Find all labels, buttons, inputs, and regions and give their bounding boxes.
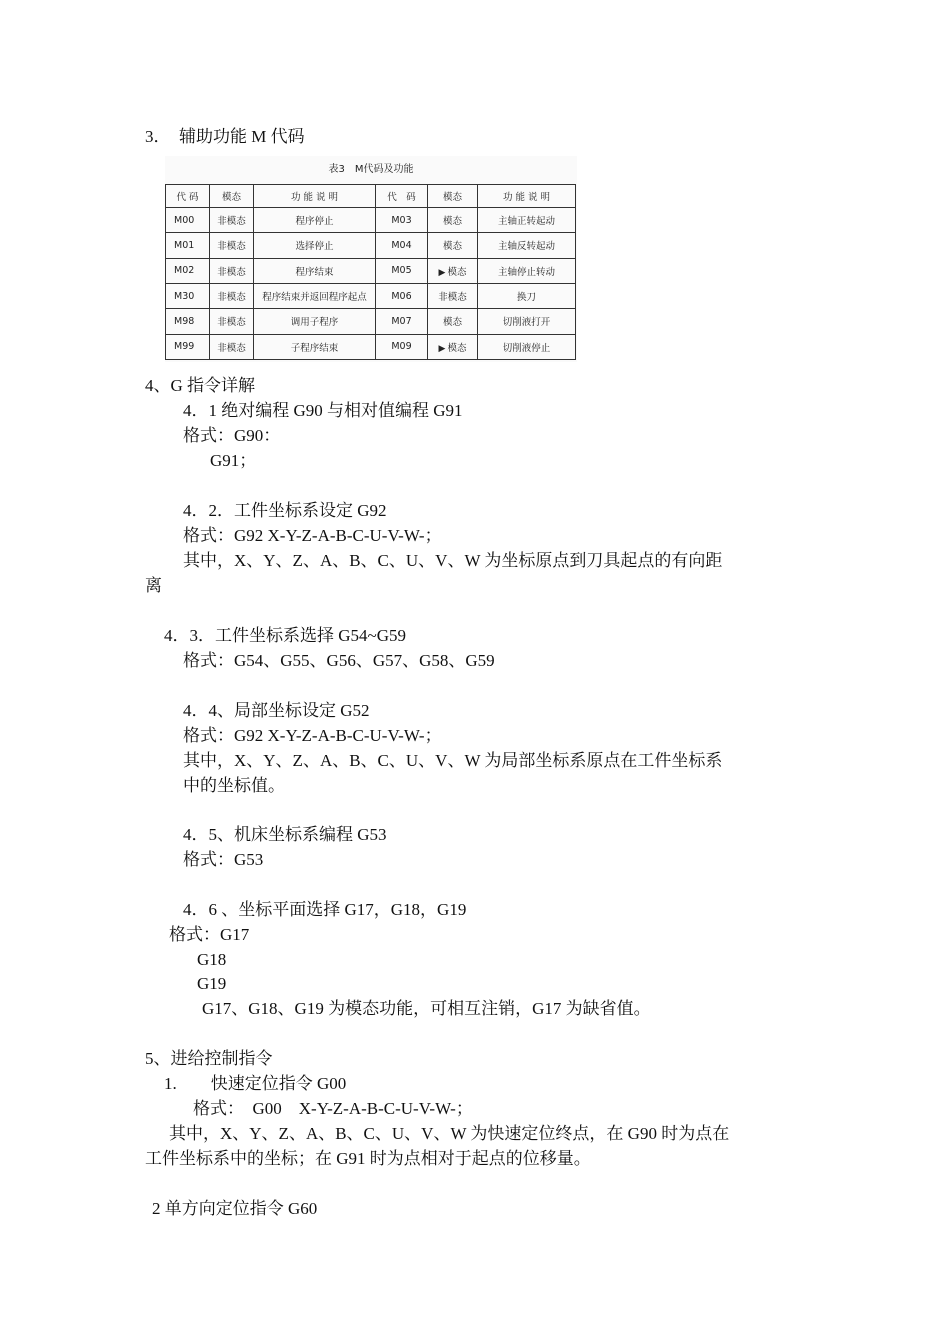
subsection-5-1-title: 1. 快速定位指令 G00 (164, 1074, 347, 1093)
table-cell: 模态 (428, 309, 478, 334)
subsection-5-2-title: 2 单方向定位指令 G60 (152, 1199, 318, 1218)
m-code-table-image (165, 156, 577, 362)
table-cell: 非模态 (210, 208, 254, 233)
table-header-row (166, 185, 576, 208)
table-cell: 程序结束 (254, 258, 376, 283)
table-cell: M02 (166, 258, 210, 283)
arrow-mark-icon: ▶ (438, 267, 446, 278)
table-cell: M03 (376, 208, 428, 233)
table-cell: M00 (166, 208, 210, 233)
table-cell: 非模态 (210, 334, 254, 359)
table-cell: 模态 (428, 233, 478, 258)
table-cell: M05 (376, 258, 428, 283)
table-cell: 非模态 (428, 283, 478, 308)
table-cell: M09 (376, 334, 428, 359)
cell-text: 模态 (447, 266, 467, 278)
table-cell: 选择停止 (254, 233, 376, 258)
m-code-table (165, 184, 576, 360)
header-modal-2: 模态 (428, 185, 478, 208)
subsection-4-3-format: 格式：G54、G55、G56、G57、G58、G59 (183, 651, 495, 670)
table-cell: 主轴停止转动 (478, 258, 576, 283)
table-row (166, 334, 576, 359)
subsection-5-1-desc-cont: 工件坐标系中的坐标；在 G91 时为点相对于起点的位移量。 (145, 1149, 591, 1168)
subsection-4-1-format: 格式：G90： (183, 426, 281, 445)
table-cell: 主轴正转起动 (478, 208, 576, 233)
subsection-4-1-title: 4．1 绝对编程 G90 与相对值编程 G91 (183, 401, 463, 420)
table-cell: 程序结束并返回程序起点 (254, 283, 376, 308)
table-row (166, 233, 576, 258)
table-cell: M07 (376, 309, 428, 334)
table-cell: 切削液打开 (478, 309, 576, 334)
subsection-4-6-desc: G17、G18、G19 为模态功能，可相互注销，G17 为缺省值。 (202, 999, 651, 1018)
subsection-4-6-format-2: G18 (197, 950, 227, 969)
table-caption: 表3 M代码及功能 (328, 164, 414, 175)
table-cell: 切削液停止 (478, 334, 576, 359)
table-row (166, 208, 576, 233)
subsection-4-2-title: 4．2．工件坐标系设定 G92 (183, 501, 387, 520)
subsection-4-6-format: 格式：G17 (169, 925, 250, 944)
table-cell: 模态 (428, 208, 478, 233)
section-3-heading: 3． 辅助功能 M 代码 (145, 127, 305, 146)
table-cell: 非模态 (210, 233, 254, 258)
subsection-4-4-desc-cont: 中的坐标值。 (183, 776, 285, 795)
table-cell: M06 (376, 283, 428, 308)
subsection-4-2-format: 格式：G92 X-Y-Z-A-B-C-U-V-W-； (183, 526, 442, 545)
table-row (166, 309, 576, 334)
subsection-4-1-format-2: G91； (210, 451, 257, 470)
subsection-4-3-title: 4．3．工件坐标系选择 G54~G59 (164, 626, 407, 645)
table-cell: M30 (166, 283, 210, 308)
subsection-4-6-format-3: G19 (197, 974, 227, 993)
table-cell (428, 334, 478, 359)
subsection-4-6-title: 4．6 、坐标平面选择 G17，G18，G19 (183, 900, 467, 919)
subsection-5-1-format: 格式： G00 X-Y-Z-A-B-C-U-V-W-； (193, 1099, 473, 1118)
subsection-4-5-format: 格式：G53 (183, 850, 264, 869)
arrow-mark-icon: ▶ (438, 343, 446, 354)
section-4-heading: 4、G 指令详解 (145, 376, 256, 395)
subsection-4-4-format: 格式：G92 X-Y-Z-A-B-C-U-V-W-； (183, 726, 442, 745)
table-cell: M98 (166, 309, 210, 334)
table-cell: 调用子程序 (254, 309, 376, 334)
table-cell: M99 (166, 334, 210, 359)
table-row (166, 283, 576, 308)
header-code-2: 代 码 (376, 185, 428, 208)
section-5-heading: 5、进给控制指令 (145, 1049, 273, 1068)
subsection-5-1-desc: 其中，X、Y、Z、A、B、C、U、V、W 为快速定位终点，在 G90 时为点在 (169, 1124, 730, 1143)
header-function-2: 功 能 说 明 (478, 185, 576, 208)
cell-text: 模态 (447, 342, 467, 354)
table-cell: 主轴反转起动 (478, 233, 576, 258)
header-modal: 模态 (210, 185, 254, 208)
table-cell: M01 (166, 233, 210, 258)
header-function: 功 能 说 明 (254, 185, 376, 208)
table-cell: 非模态 (210, 283, 254, 308)
table-cell: 非模态 (210, 258, 254, 283)
subsection-4-5-title: 4．5、机床坐标系编程 G53 (183, 825, 387, 844)
table-row (166, 258, 576, 283)
table-cell: 子程序结束 (254, 334, 376, 359)
subsection-4-4-desc: 其中，X、Y、Z、A、B、C、U、V、W 为局部坐标系原点在工件坐标系 (183, 751, 723, 770)
header-code: 代 码 (166, 185, 210, 208)
table-cell: 换刀 (478, 283, 576, 308)
table-cell: 程序停止 (254, 208, 376, 233)
table-cell: 非模态 (210, 309, 254, 334)
subsection-4-2-desc: 其中，X、Y、Z、A、B、C、U、V、W 为坐标原点到刀具起点的有向距 (183, 551, 723, 570)
subsection-4-4-title: 4．4、局部坐标设定 G52 (183, 701, 370, 720)
table-cell: M04 (376, 233, 428, 258)
table-cell (428, 258, 478, 283)
subsection-4-2-desc-cont: 离 (145, 576, 162, 595)
